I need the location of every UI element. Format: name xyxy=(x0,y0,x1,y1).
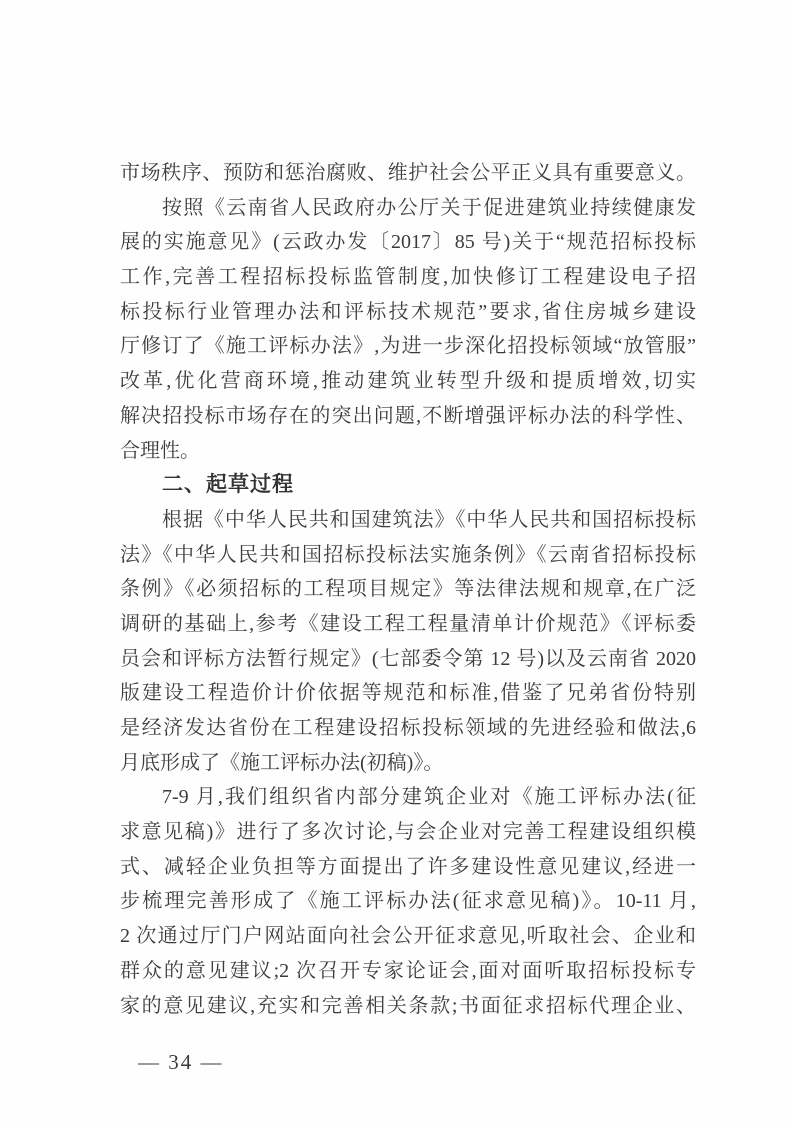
text-line: 2 次通过厅门户网站面向社会公开征求意见,听取社会、企业和 xyxy=(120,925,696,948)
text-line: 版建设工程造价计价依据等规范和标准,借鉴了兄弟省份特别 xyxy=(120,682,696,705)
text-line: 7-9 月,我们组织省内部分建筑企业对《施工评标办法(征 xyxy=(162,786,696,809)
section-heading: 二、起草过程 xyxy=(162,473,294,497)
text-line: 按照《云南省人民政府办公厅关于促进建筑业持续健康发 xyxy=(162,196,696,219)
text-line: 解决招投标市场存在的突出问题,不断增强评标办法的科学性、 xyxy=(120,404,696,427)
text-line: 员会和评标方法暂行规定》(七部委令第 12 号)以及云南省 2020 xyxy=(120,647,696,670)
text-line: 步梳理完善形成了《施工评标办法(征求意见稿)》。10-11 月, xyxy=(120,890,696,913)
text-line: 厅修订了《施工评标办法》,为进一步深化招投标领域“放管服” xyxy=(120,335,696,358)
text-line: 改革,优化营商环境,推动建筑业转型升级和提质增效,切实 xyxy=(120,370,696,393)
text-line: 法》《中华人民共和国招标投标法实施条例》《云南省招标投标 xyxy=(120,543,696,566)
text-line: 式、减轻企业负担等方面提出了许多建设性意见建议,经进一 xyxy=(120,855,696,878)
text-line: 工作,完善工程招标投标监管制度,加快修订工程建设电子招 xyxy=(120,266,696,289)
text-line: 合理性。 xyxy=(120,439,200,462)
text-line: 求意见稿)》进行了多次讨论,与会企业对完善工程建设组织模 xyxy=(120,821,696,844)
text-line: 市场秩序、预防和惩治腐败、维护社会公平正义具有重要意义。 xyxy=(120,162,696,184)
text-line: 调研的基础上,参考《建设工程工程量清单计价规范》《评标委 xyxy=(120,612,696,635)
page-body-text xyxy=(120,156,696,1023)
text-line: 展的实施意见》(云政办发〔2017〕85 号)关于“规范招标投标 xyxy=(120,231,696,254)
text-line: 是经济发达省份在工程建设招标投标领域的先进经验和做法,6 xyxy=(120,717,696,739)
text-line: 根据《中华人民共和国建筑法》《中华人民共和国招标投标 xyxy=(162,508,696,531)
text-line: 条例》《必须招标的工程项目规定》等法律法规和规章,在广泛 xyxy=(120,578,696,601)
text-line: 月底形成了《施工评标办法(初稿)》。 xyxy=(120,751,444,774)
text-line: 群众的意见建议;2 次召开专家论证会,面对面听取招标投标专 xyxy=(120,959,696,982)
text-line: 标投标行业管理办法和评标技术规范”要求,省住房城乡建设 xyxy=(120,300,696,323)
page-number: — 34 — xyxy=(138,1050,224,1074)
text-line: 家的意见建议,充实和完善相关条款;书面征求招标代理企业、 xyxy=(120,994,696,1017)
